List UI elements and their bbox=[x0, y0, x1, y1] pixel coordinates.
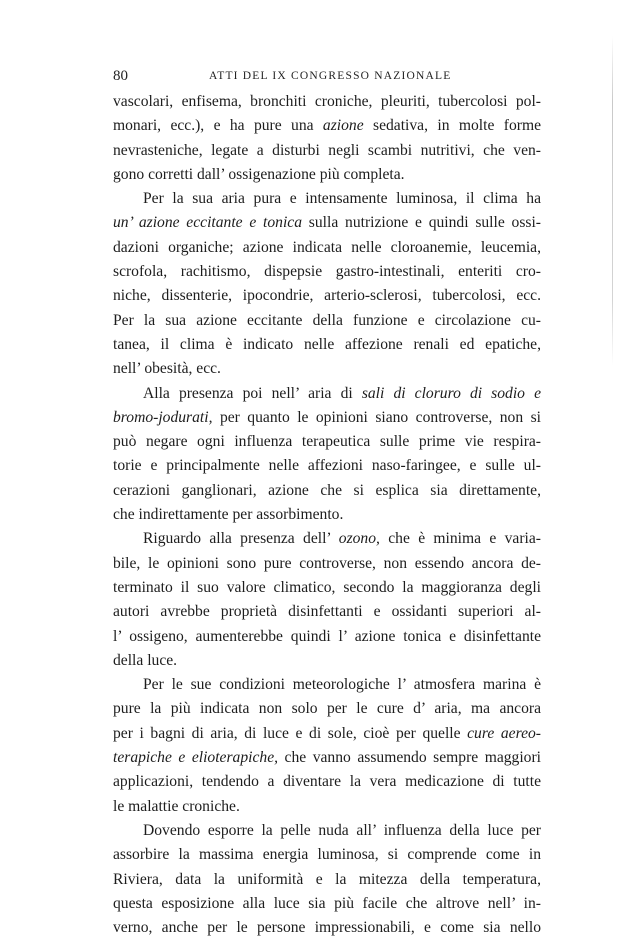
text-line: assorbire la massima energia luminosa, si comprende come in bbox=[113, 846, 541, 864]
page-number: 80 bbox=[113, 68, 128, 84]
text-line: un’ azione eccitante e tonica sulla nutrizione e quindi sulle ossi- bbox=[113, 214, 541, 232]
text-line: Per le sue condizioni meteorologiche l’ atmosfera marina è bbox=[143, 676, 541, 694]
text-line: che indirettamente per assorbimento. bbox=[113, 506, 344, 524]
page-header bbox=[113, 68, 541, 86]
text-line: Dovendo esporre la pelle nuda all’ influenza della luce per bbox=[143, 821, 541, 839]
text-line: autori avrebbe proprietà disinfettanti e ossidanti superiori al- bbox=[113, 603, 541, 621]
text-line: bile, le opinioni sono pure controverse, non essendo ancora de- bbox=[113, 554, 541, 572]
text-line: applicazioni, tendendo a diventare la vera medicazione di tutte bbox=[113, 773, 541, 791]
text-line: Riviera, data la uniformità e la mitezza della temperatura, bbox=[113, 870, 541, 888]
text-line: le malattie croniche. bbox=[113, 797, 240, 815]
text-line: scrofola, rachitismo, dispepsie gastro-intestinali, enteriti cro- bbox=[113, 263, 541, 281]
text-line: gono corretti dall’ ossigenazione più completa. bbox=[113, 165, 405, 183]
text-line: Riguardo alla presenza dell’ ozono, che è minima e varia- bbox=[143, 530, 541, 548]
text-line: nell’ obesità, ecc. bbox=[113, 360, 221, 378]
text-line: terminato il suo valore climatico, secondo la maggioranza degli bbox=[113, 578, 541, 596]
body-text bbox=[113, 90, 541, 940]
text-line: per i bagni di aria, di luce e di sole, cioè per quelle cure aereo- bbox=[113, 724, 541, 742]
text-line: monari, ecc.), e ha pure una azione sedativa, in molte forme bbox=[113, 117, 541, 135]
text-line: vascolari, enfisema, bronchiti croniche, pleuriti, tubercolosi pol- bbox=[113, 93, 541, 110]
text-line: pure la più indicata non solo per le cure d’ aria, ma ancora bbox=[113, 700, 541, 718]
text-line: questa esposizione alla luce sia più facile che altrove nell’ in- bbox=[113, 894, 541, 912]
text-line: Per la sua aria pura e intensamente luminosa, il clima ha bbox=[143, 190, 541, 208]
text-line: tanea, il clima è indicato nelle affezione renali ed epatiche, bbox=[113, 335, 541, 353]
running-title: ATTI DEL IX CONGRESSO NAZIONALE bbox=[209, 70, 452, 82]
text-line: Per la sua azione eccitante della funzione e circolazione cu- bbox=[113, 311, 541, 329]
text-line: Alla presenza poi nell’ aria di sali di cloruro di sodio e bbox=[143, 384, 541, 402]
text-line: può negare ogni influenza terapeutica sulle prime vie respira- bbox=[113, 433, 541, 451]
text-line: torie e principalmente nelle affezioni naso-faringee, e sulle ul- bbox=[113, 457, 541, 475]
text-line: bromo-jodurati, per quanto le opinioni siano controverse, non si bbox=[113, 408, 541, 426]
scan-edge-shadow bbox=[612, 36, 613, 366]
text-line: nevrasteniche, legate a disturbi negli scambi nutritivi, che ven- bbox=[113, 141, 541, 159]
text-line: della luce. bbox=[113, 651, 178, 669]
text-line: dazioni organiche; azione indicata nelle cloroanemie, leucemia, bbox=[113, 238, 541, 256]
text-line: verno, anche per le persone impressionabili, e come sia nello bbox=[113, 919, 541, 937]
text-line: terapiche e elioterapiche, che vanno assumendo sempre maggiori bbox=[113, 749, 541, 767]
text-line: l’ ossigeno, aumenterebbe quindi l’ azione tonica e disinfettante bbox=[113, 627, 541, 645]
text-line: niche, dissenterie, ipocondrie, arterio-sclerosi, tubercolosi, ecc. bbox=[113, 287, 541, 305]
text-line: cerazioni ganglionari, azione che si esplica sia direttamente, bbox=[113, 481, 541, 499]
